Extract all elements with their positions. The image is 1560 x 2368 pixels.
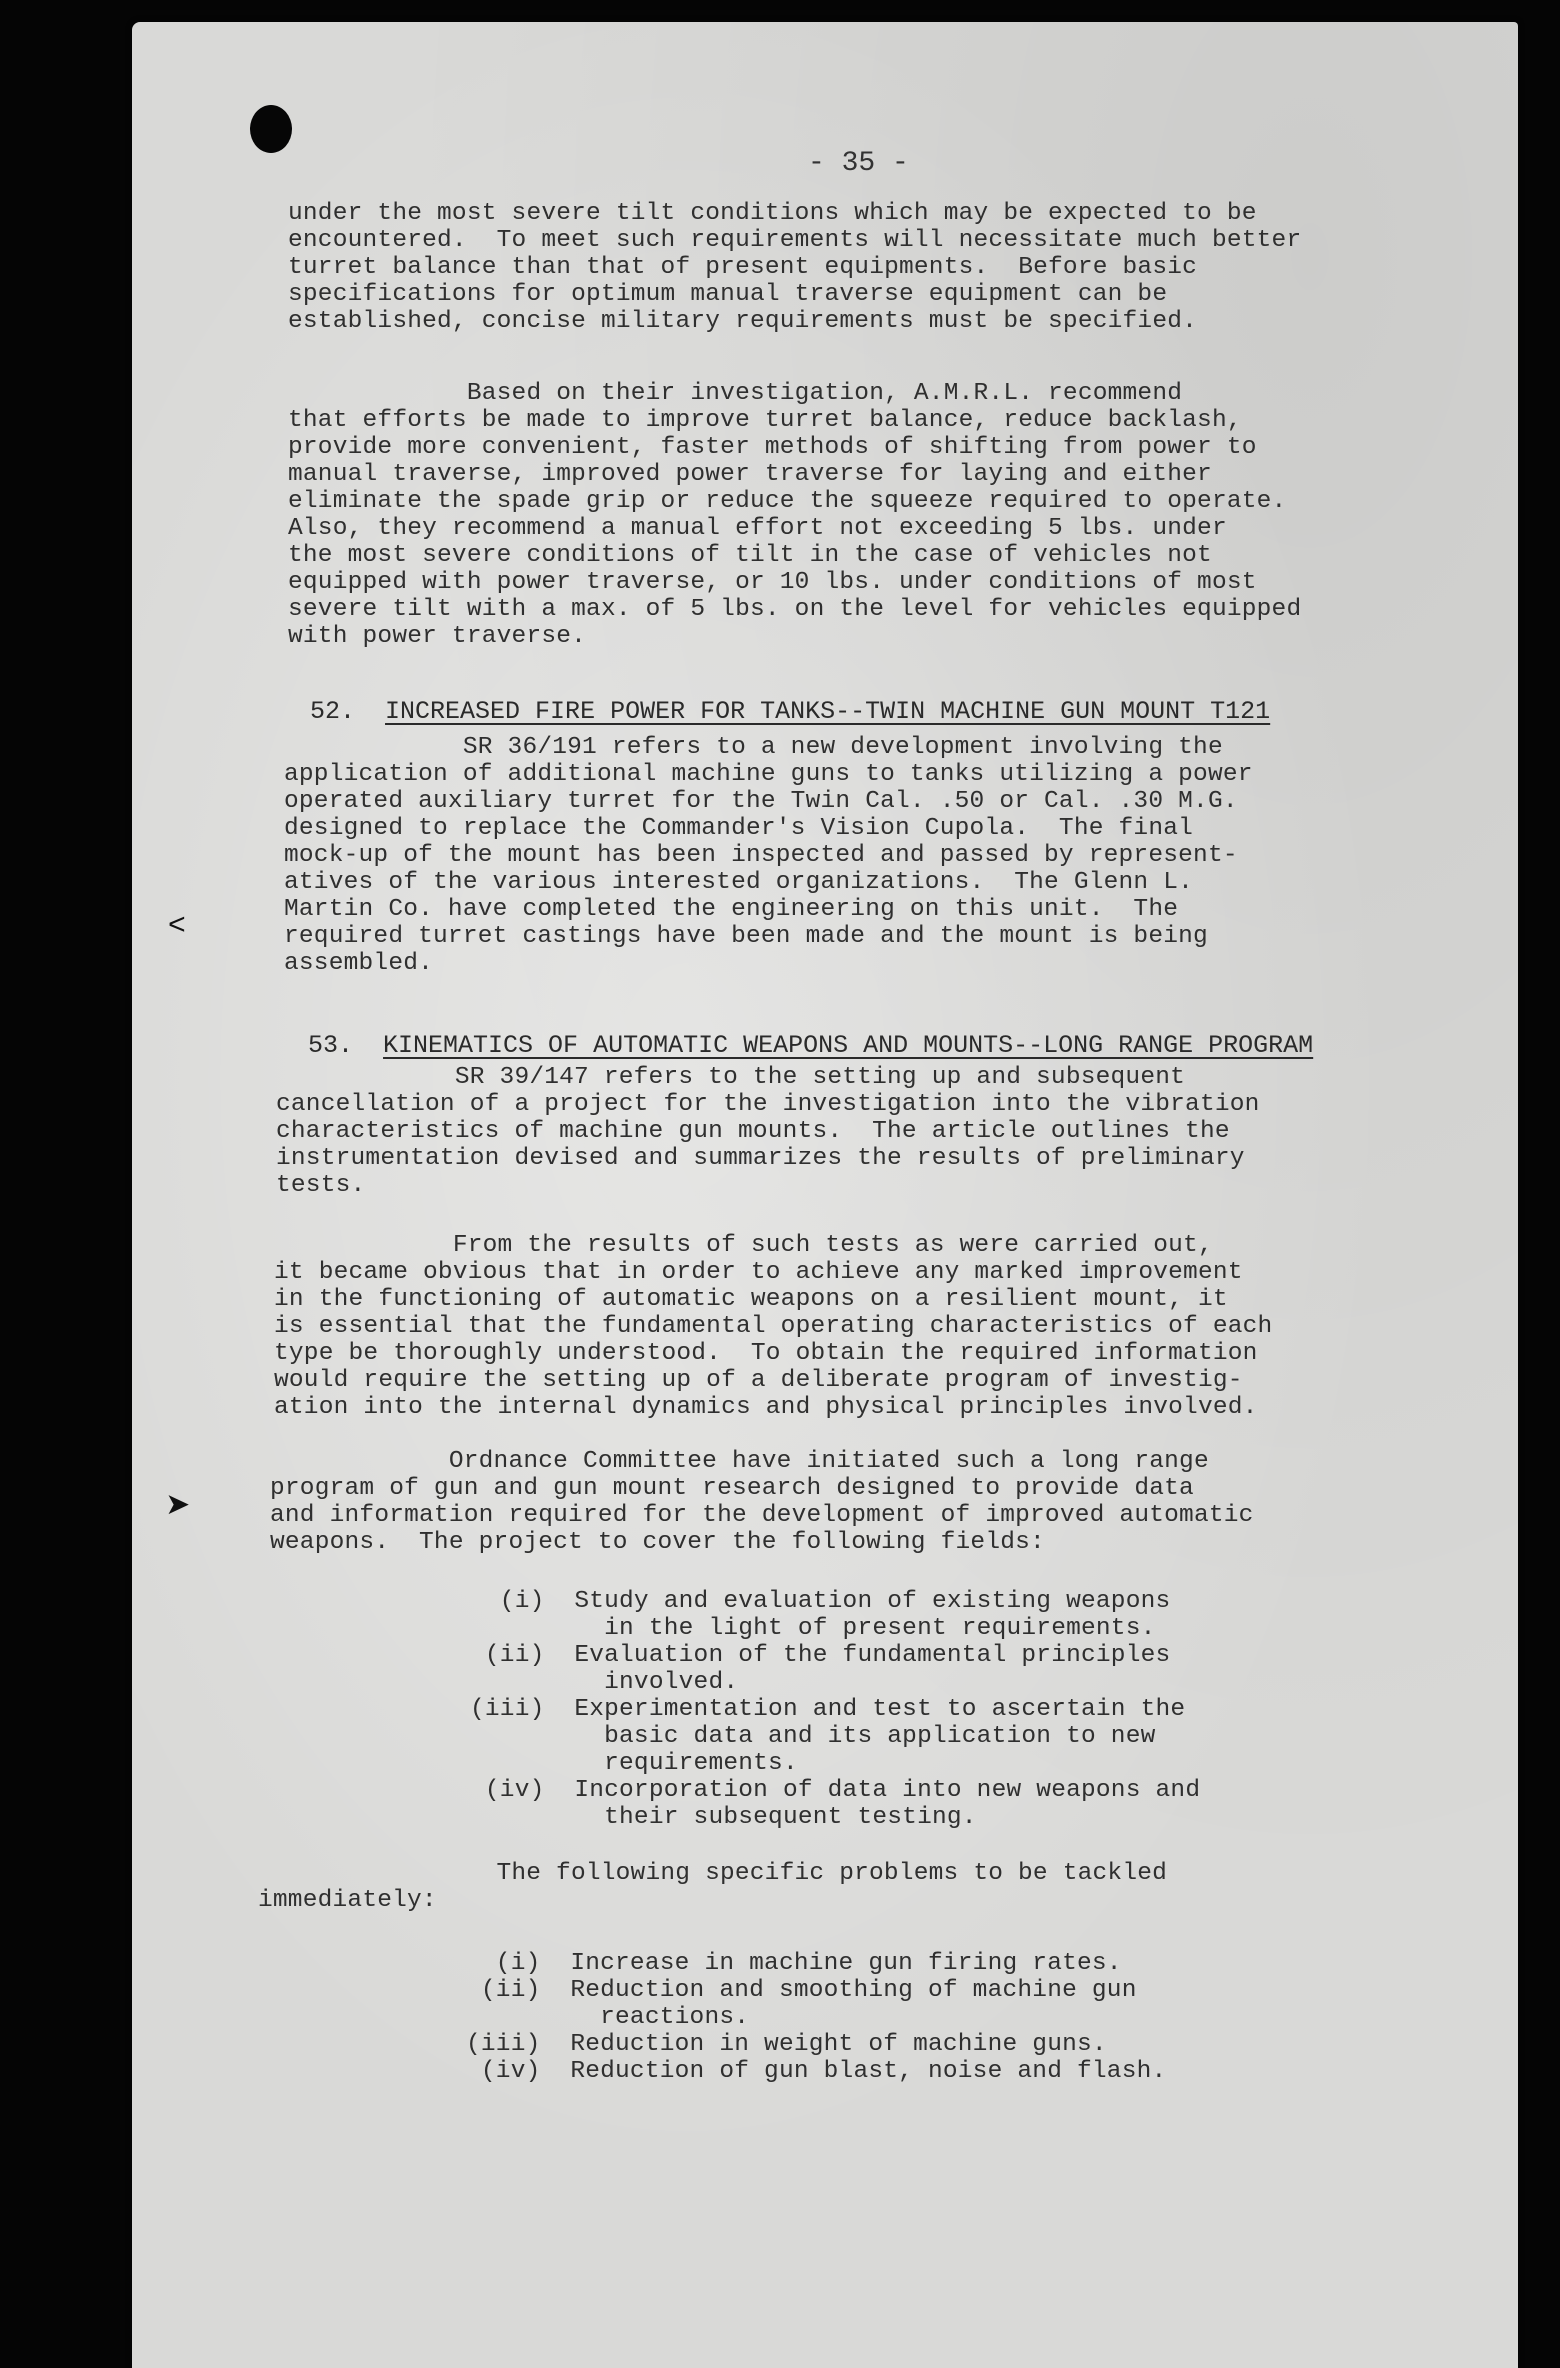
text-line: eliminate the spade grip or reduce the squeeze required to operate. xyxy=(288,488,1287,515)
text-line: SR 39/147 refers to the setting up and subsequent xyxy=(276,1064,1186,1091)
edge-arrow-mark: ➤ xyxy=(166,1485,192,1533)
text-line: severe tilt with a max. of 5 lbs. on the level for vehicles equipped xyxy=(288,596,1302,623)
text-line: with power traverse. xyxy=(288,623,587,650)
text-line: manual traverse, improved power traverse for laying and either xyxy=(288,461,1212,488)
text-line: type be thoroughly understood. To obtain the required information xyxy=(274,1340,1258,1367)
text-line: established, concise military requirements must be specified. xyxy=(288,308,1198,335)
text-line: and information required for the development of improved automatic xyxy=(270,1502,1254,1529)
text-line: provide more convenient, faster methods of shifting from power to xyxy=(288,434,1257,461)
text-line: mock-up of the mount has been inspected and passed by represent- xyxy=(284,842,1238,869)
text-line: program of gun and gun mount research designed to provide data xyxy=(270,1475,1194,1502)
text-line: the most severe conditions of tilt in the case of vehicles not xyxy=(288,542,1212,569)
section-title: KINEMATICS OF AUTOMATIC WEAPONS AND MOUNTS--LONG RANGE PROGRAM xyxy=(383,1031,1314,1060)
text-line: (iii) Experimentation and test to ascertain the xyxy=(470,1696,1186,1723)
text-line: would require the setting up of a deliberate program of investig- xyxy=(274,1367,1243,1394)
section-number: 53. xyxy=(308,1031,354,1060)
text-line: ation into the internal dynamics and physical principles involved. xyxy=(274,1394,1258,1421)
list-specific-problems xyxy=(466,1950,1166,2085)
paragraph-specific-problems xyxy=(258,1860,1167,1914)
text-line: Martin Co. have completed the engineering on this unit. The xyxy=(284,896,1179,923)
text-line: The following specific problems to be tackled xyxy=(258,1860,1168,1887)
text-line: (i) Increase in machine gun firing rates. xyxy=(466,1950,1122,1977)
section-52-heading xyxy=(280,668,1270,726)
text-line: atives of the various interested organizations. The Glenn L. xyxy=(284,869,1194,896)
text-line: designed to replace the Commander's Vision Cupola. The final xyxy=(284,815,1194,842)
text-line: cancellation of a project for the investigation into the vibration xyxy=(276,1091,1260,1118)
text-line: reactions. xyxy=(466,2004,750,2031)
text-line: required turret castings have been made and the mount is being xyxy=(284,923,1208,950)
text-line: (ii) Reduction and smoothing of machine gun xyxy=(466,1977,1137,2004)
text-line: their subsequent testing. xyxy=(470,1804,977,1831)
text-line: under the most severe tilt conditions which may be expected to be xyxy=(288,200,1257,227)
text-line: requirements. xyxy=(470,1750,798,1777)
paragraph-twin-mg-mount xyxy=(284,734,1253,977)
text-line: it became obvious that in order to achieve any marked improvement xyxy=(274,1259,1243,1286)
text-line: (iv) Reduction of gun blast, noise and flash. xyxy=(466,2058,1167,2085)
text-line: encountered. To meet such requirements will necessitate much better xyxy=(288,227,1302,254)
text-line: in the light of present requirements. xyxy=(470,1615,1156,1642)
text-line: instrumentation devised and summarizes the results of preliminary xyxy=(276,1145,1245,1172)
text-line: From the results of such tests as were carried out, xyxy=(274,1232,1213,1259)
text-line: Also, they recommend a manual effort not exceeding 5 lbs. under xyxy=(288,515,1227,542)
paragraph-amrl-recommendations xyxy=(288,380,1301,650)
text-line: immediately: xyxy=(258,1887,437,1914)
text-line: basic data and its application to new xyxy=(470,1723,1156,1750)
text-line: involved. xyxy=(470,1669,739,1696)
text-line: operated auxiliary turret for the Twin Cal. .50 or Cal. .30 M.G. xyxy=(284,788,1238,815)
text-line: application of additional machine guns to tanks utilizing a power xyxy=(284,761,1253,788)
text-line: (iii) Reduction in weight of machine guns. xyxy=(466,2031,1107,2058)
text-line: (i) Study and evaluation of existing weapons xyxy=(470,1588,1171,1615)
text-line: weapons. The project to cover the following fields: xyxy=(270,1529,1045,1556)
paragraph-test-results xyxy=(274,1232,1272,1421)
list-project-fields xyxy=(470,1588,1200,1831)
text-line: Ordnance Committee have initiated such a long range xyxy=(270,1448,1209,1475)
text-line: is essential that the fundamental operating characteristics of each xyxy=(274,1313,1273,1340)
page-number: - 35 - xyxy=(808,148,909,179)
paragraph-vibration-project xyxy=(276,1064,1260,1199)
paragraph-research-program xyxy=(270,1448,1254,1556)
text-line: characteristics of machine gun mounts. The article outlines the xyxy=(276,1118,1230,1145)
section-number: 52. xyxy=(310,697,356,726)
text-line: that efforts be made to improve turret balance, reduce backlash, xyxy=(288,407,1242,434)
text-line: turret balance than that of present equipments. Before basic xyxy=(288,254,1198,281)
text-line: (ii) Evaluation of the fundamental principles xyxy=(470,1642,1171,1669)
text-line: specifications for optimum manual traverse equipment can be xyxy=(288,281,1168,308)
text-line: in the functioning of automatic weapons on a resilient mount, it xyxy=(274,1286,1228,1313)
text-line: SR 36/191 refers to a new development involving the xyxy=(284,734,1223,761)
paragraph-tilt-conditions xyxy=(288,200,1301,335)
text-line: assembled. xyxy=(284,950,434,977)
text-line: tests. xyxy=(276,1172,366,1199)
edge-tick-mark: ˂ xyxy=(168,910,187,944)
punch-hole xyxy=(250,105,292,153)
section-title: INCREASED FIRE POWER FOR TANKS--TWIN MACHINE GUN MOUNT T121 xyxy=(385,697,1271,726)
text-line: Based on their investigation, A.M.R.L. recommend xyxy=(288,380,1183,407)
section-53-heading xyxy=(278,1002,1313,1060)
text-line: (iv) Incorporation of data into new weapons and xyxy=(470,1777,1201,1804)
text-line: equipped with power traverse, or 10 lbs. under conditions of most xyxy=(288,569,1257,596)
